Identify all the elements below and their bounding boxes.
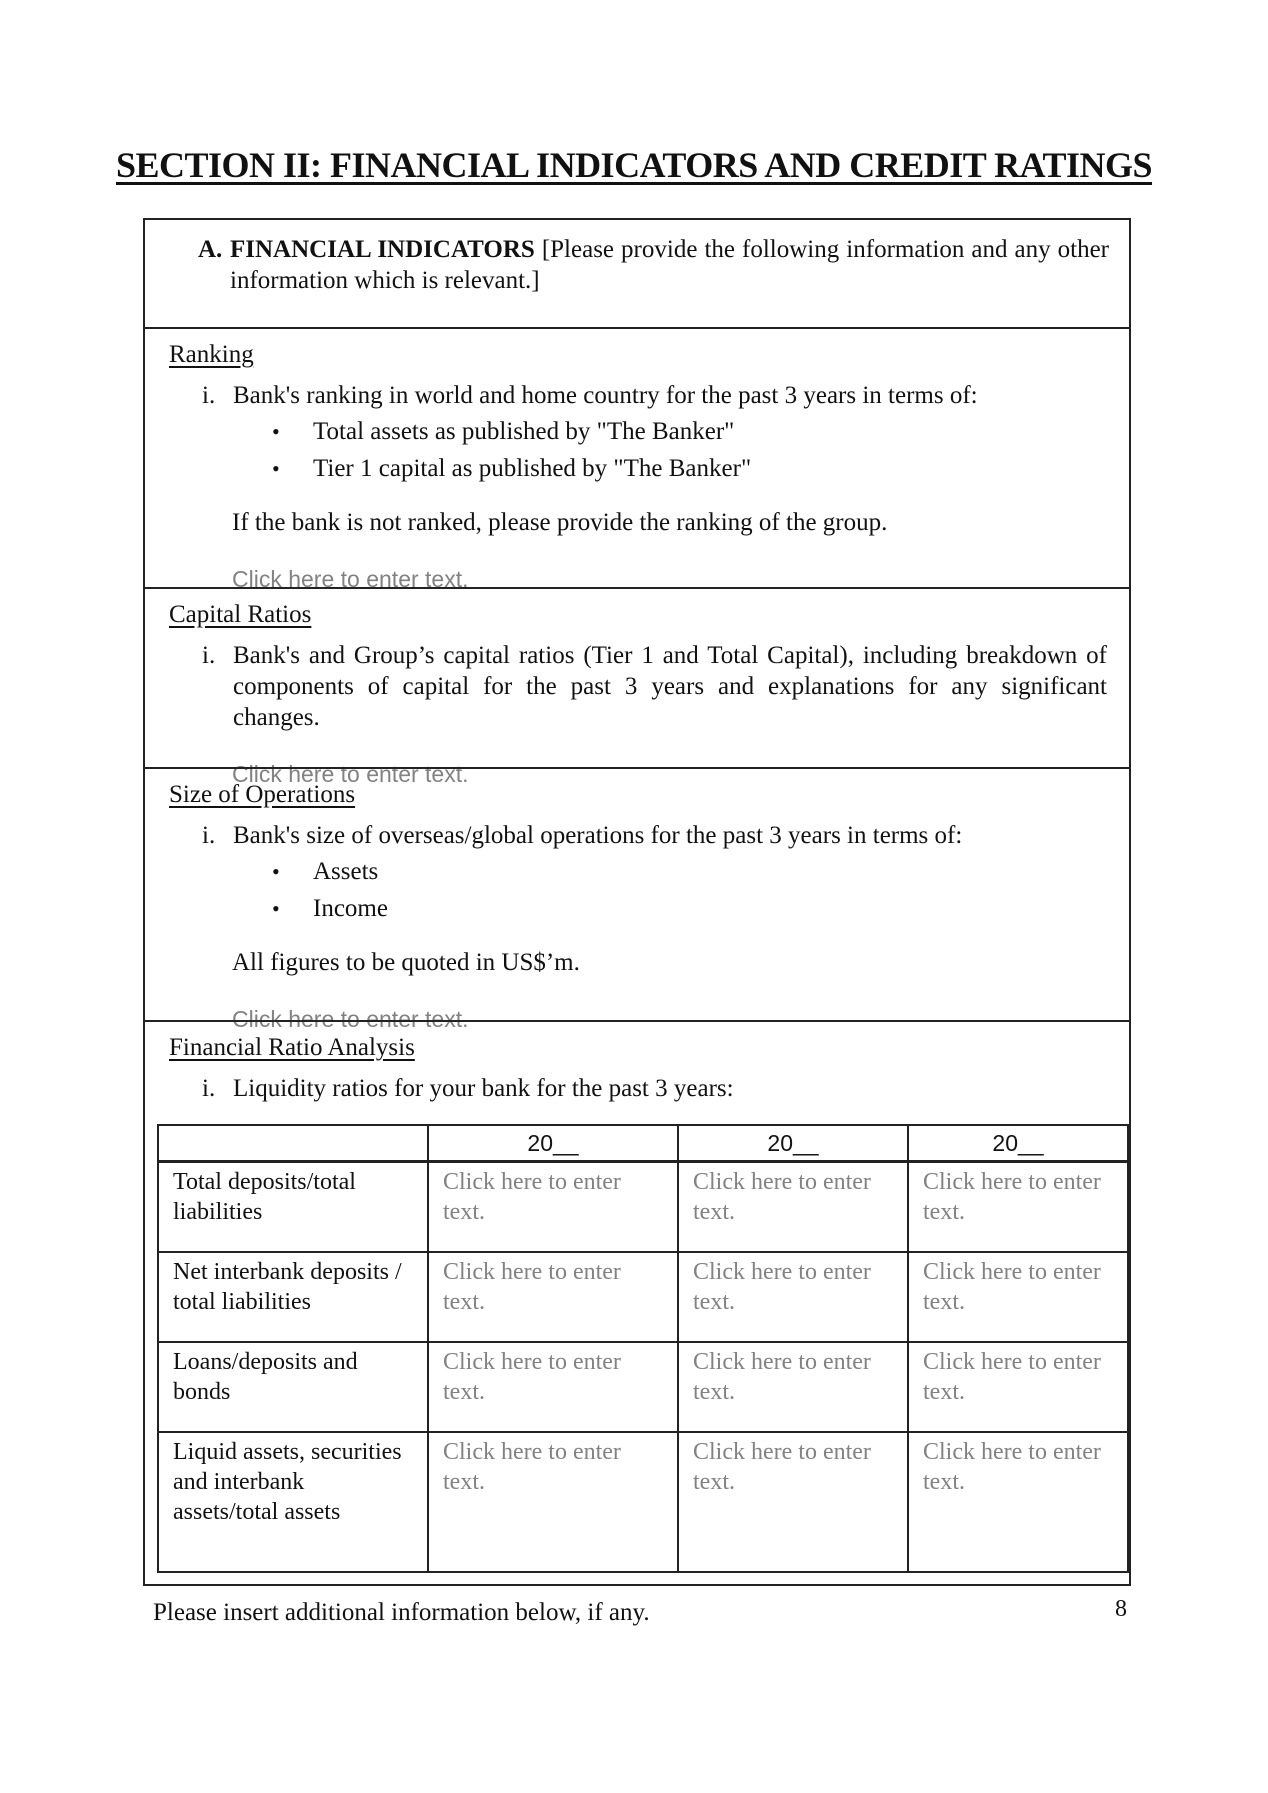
section-a-heading: FINANCIAL INDICATORS [230,236,535,263]
table-row [158,1162,1128,1253]
form-outer-box [143,218,1131,1626]
section-a-body [198,234,1109,296]
bullet-icon: • [272,456,280,481]
table-header-year-1: 20__ [428,1125,678,1162]
bullet-icon: • [272,419,280,444]
table-cell-entry[interactable]: Click here to enter text. [678,1162,908,1253]
section-a-text: [Please provide the following information and any other information which is relevant.] [230,236,1109,294]
section-capital-ratios [145,587,1129,787]
table-header-row [158,1125,1128,1162]
capital-ratios-heading: Capital Ratios [169,601,312,628]
financial-ratio-analysis-item-text: Liquidity ratios for your bank for the past 3 years: [233,1075,734,1102]
table-row [158,1432,1128,1572]
capital-ratios-text-entry-field[interactable]: Click here to enter text. [232,761,469,787]
table-cell-entry[interactable]: Click here to enter text. [908,1162,1128,1253]
page-title [0,144,1268,186]
ranking-note: If the bank is not ranked, please provide the ranking of the group. [232,509,888,536]
ranking-bullet-text: Tier 1 capital as published by "The Banker" [313,455,752,482]
financial-ratio-analysis-item-number: i. [202,1075,216,1102]
section-a-number: A. [198,236,223,263]
row-label: Liquid assets, securities and interbank assets/total assets [158,1432,428,1572]
capital-ratios-item-number: i. [202,642,216,669]
table-cell-entry[interactable]: Click here to enter text. [678,1342,908,1432]
table-cell-entry[interactable]: Click here to enter text. [428,1342,678,1432]
size-of-operations-item-number: i. [202,822,216,849]
size-of-operations-note: All figures to be quoted in US$’m. [232,949,580,976]
liquidity-ratios-table [157,1124,1129,1573]
table-cell-entry[interactable]: Click here to enter text. [908,1342,1128,1432]
ranking-item-number: i. [202,382,216,409]
table-cell-entry[interactable]: Click here to enter text. [908,1432,1128,1572]
size-bullet-text: Income [313,895,388,922]
capital-ratios-item [202,640,1107,733]
bullet-icon: • [272,859,280,884]
financial-ratio-analysis-heading: Financial Ratio Analysis [169,1034,415,1061]
page-number: 8 [1115,1596,1127,1622]
additional-information-note: Please insert additional information below, if any. [153,1599,650,1626]
size-of-operations-item [202,820,1107,851]
ranking-bullet-total-assets [272,415,1107,448]
financial-ratio-analysis-item [202,1073,1107,1104]
ranking-heading: Ranking [169,341,254,368]
page-title-text: SECTION II: FINANCIAL INDICATORS AND CREDIT RATINGS [115,145,1153,185]
table-header-blank [158,1125,428,1162]
row-label: Loans/deposits and bonds [158,1342,428,1432]
section-financial-ratio-analysis [145,1020,1129,1626]
table-cell-entry[interactable]: Click here to enter text. [678,1432,908,1572]
size-bullet-income [272,892,1107,925]
table-row [158,1252,1128,1342]
table-cell-entry[interactable]: Click here to enter text. [428,1162,678,1253]
size-bullet-assets [272,855,1107,888]
size-bullet-text: Assets [313,858,379,885]
ranking-item-text: Bank's ranking in world and home country for the past 3 years in terms of: [233,382,978,409]
size-of-operations-text-entry-field[interactable]: Click here to enter text. [232,1006,469,1032]
section-ranking [145,327,1129,592]
row-label: Net interbank deposits / total liabilities [158,1252,428,1342]
bullet-icon: • [272,896,280,921]
size-of-operations-heading: Size of Operations [169,781,356,808]
table-cell-entry[interactable]: Click here to enter text. [428,1432,678,1572]
section-size-of-operations [145,767,1129,1032]
ranking-bullet-text: Total assets as published by "The Banker" [313,418,735,445]
capital-ratios-item-text: Bank's and Group’s capital ratios (Tier 1 and Total Capital), including breakdown of components of capital for the past 3 years and explanations for any significant changes. [233,642,1107,731]
table-cell-entry[interactable]: Click here to enter text. [908,1252,1128,1342]
table-cell-entry[interactable]: Click here to enter text. [678,1252,908,1342]
row-label: Total deposits/total liabilities [158,1162,428,1253]
table-header-year-2: 20__ [678,1125,908,1162]
size-of-operations-item-text: Bank's size of overseas/global operations for the past 3 years in terms of: [233,822,963,849]
table-row [158,1342,1128,1432]
table-cell-entry[interactable]: Click here to enter text. [428,1252,678,1342]
ranking-text-entry-field[interactable]: Click here to enter text. [232,566,469,592]
ranking-bullet-tier1-capital [272,452,1107,485]
section-financial-indicators-header [145,234,1129,327]
ranking-item [202,380,1107,411]
table-header-year-3: 20__ [908,1125,1128,1162]
